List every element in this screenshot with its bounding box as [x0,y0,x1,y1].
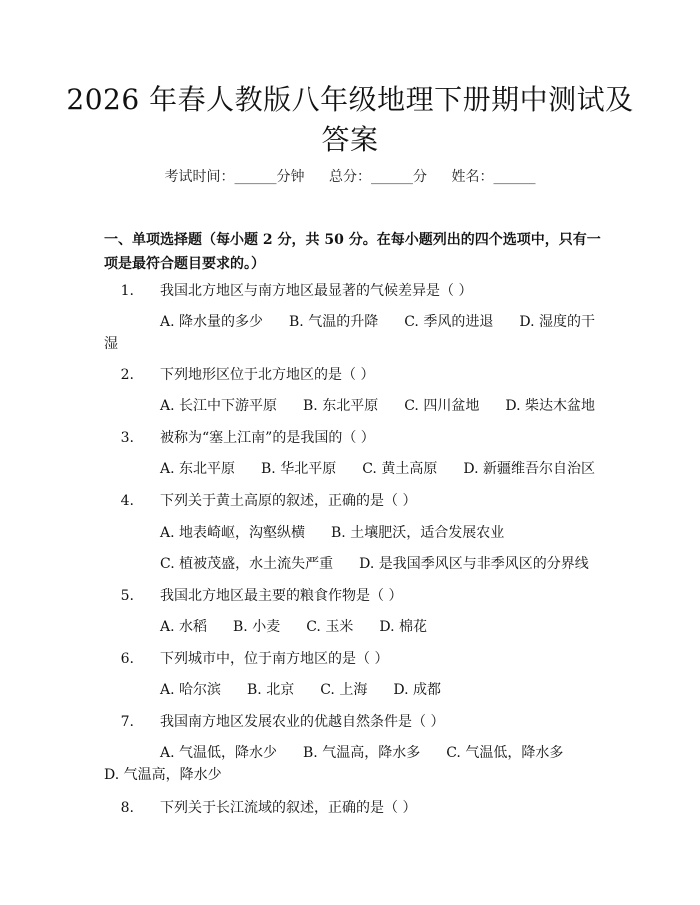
section-heading: 一、单项选择题（每小题 2 分，共 50 分。在每小题列出的四个选项中，只有一项是最符合题目要求的。） [104,232,601,272]
option-b: B. 土壤肥沃，适合发展农业 [331,525,505,541]
question-stem: 下列地形区位于北方地区的是（ ） [160,367,375,383]
option-a: A. 长江中下游平原 [160,398,278,414]
question-2 [104,364,604,386]
question-stem: 下列城市中，位于南方地区的是（ ） [160,651,389,667]
question-number: 8. [120,800,134,816]
option-c: C. 植被茂盛，水土流失严重 [160,556,334,572]
option-a: A. 地表崎岖，沟壑纵横 [160,525,306,541]
question-stem: 我国北方地区与南方地区最显著的气候差异是（ ） [160,283,473,299]
option-d: D. 棉花 [379,619,427,635]
question-stem: 被称为“塞上江南”的是我国的（ ） [160,430,375,446]
option-c: C. 季风的进退 [404,314,494,330]
option-b: B. 华北平原 [261,461,337,477]
option-c: C. 四川盆地 [404,398,480,414]
option-a: A. 降水量的多少 [160,314,264,330]
question-number: 3. [120,430,134,446]
options-7 [104,742,600,786]
question-number: 2. [120,367,134,383]
option-d: D. 成都 [393,682,441,698]
option-a: A. 哈尔滨 [160,682,222,698]
option-c: C. 玉米 [306,619,354,635]
option-b: B. 东北平原 [303,398,379,414]
question-stem: 下列关于长江流域的叙述，正确的是（ ） [160,800,417,816]
exam-name: 姓名：______ [451,169,536,185]
options-2 [104,395,600,417]
option-b: B. 小麦 [233,619,281,635]
option-c: C. 上海 [320,682,368,698]
options-1 [104,311,600,355]
option-a: A. 东北平原 [160,461,236,477]
option-b: B. 气温的升降 [289,314,379,330]
question-number: 4. [120,493,134,509]
question-8 [104,797,604,819]
option-b: B. 北京 [247,682,295,698]
options-5 [104,616,600,638]
options-4-row2 [104,553,600,575]
question-stem: 下列关于黄土高原的叙述，正确的是（ ） [160,493,417,509]
option-a: A. 气温低，降水少 [160,745,278,761]
question-number: 1. [120,283,134,299]
question-4 [104,490,604,512]
exam-meta [0,166,700,188]
option-d: D. 柴达木盆地 [505,398,595,414]
question-7 [104,711,604,733]
option-d: D. 是我国季风区与非季风区的分界线 [359,556,589,572]
option-d: D. 新疆维吾尔自治区 [463,461,595,477]
question-number: 7. [120,714,134,730]
question-6 [104,648,604,670]
option-d: D. 气温高，降水少 [104,767,222,783]
question-stem: 我国南方地区发展农业的优越自然条件是（ ） [160,714,445,730]
option-c: C. 气温低，降水多 [446,745,564,761]
option-a: A. 水稻 [160,619,208,635]
question-3 [104,427,604,449]
question-number: 5. [120,588,134,604]
options-3 [104,458,600,480]
exam-time: 考试时间：______分钟 [164,169,305,185]
options-6 [104,679,600,701]
question-number: 6. [120,651,134,667]
options-4-row1 [104,522,600,544]
option-b: B. 气温高，降水多 [303,745,421,761]
page-title: 2026 年春人教版八年级地理下册期中测试及答案 [66,83,634,156]
question-5 [104,585,604,607]
exam-score: 总分：______分 [329,169,427,185]
option-c: C. 黄土高原 [362,461,438,477]
option-d: D. 湿度的干湿 [104,314,595,352]
question-stem: 我国北方地区最主要的粮食作物是（ ） [160,588,403,604]
question-1 [104,280,604,302]
